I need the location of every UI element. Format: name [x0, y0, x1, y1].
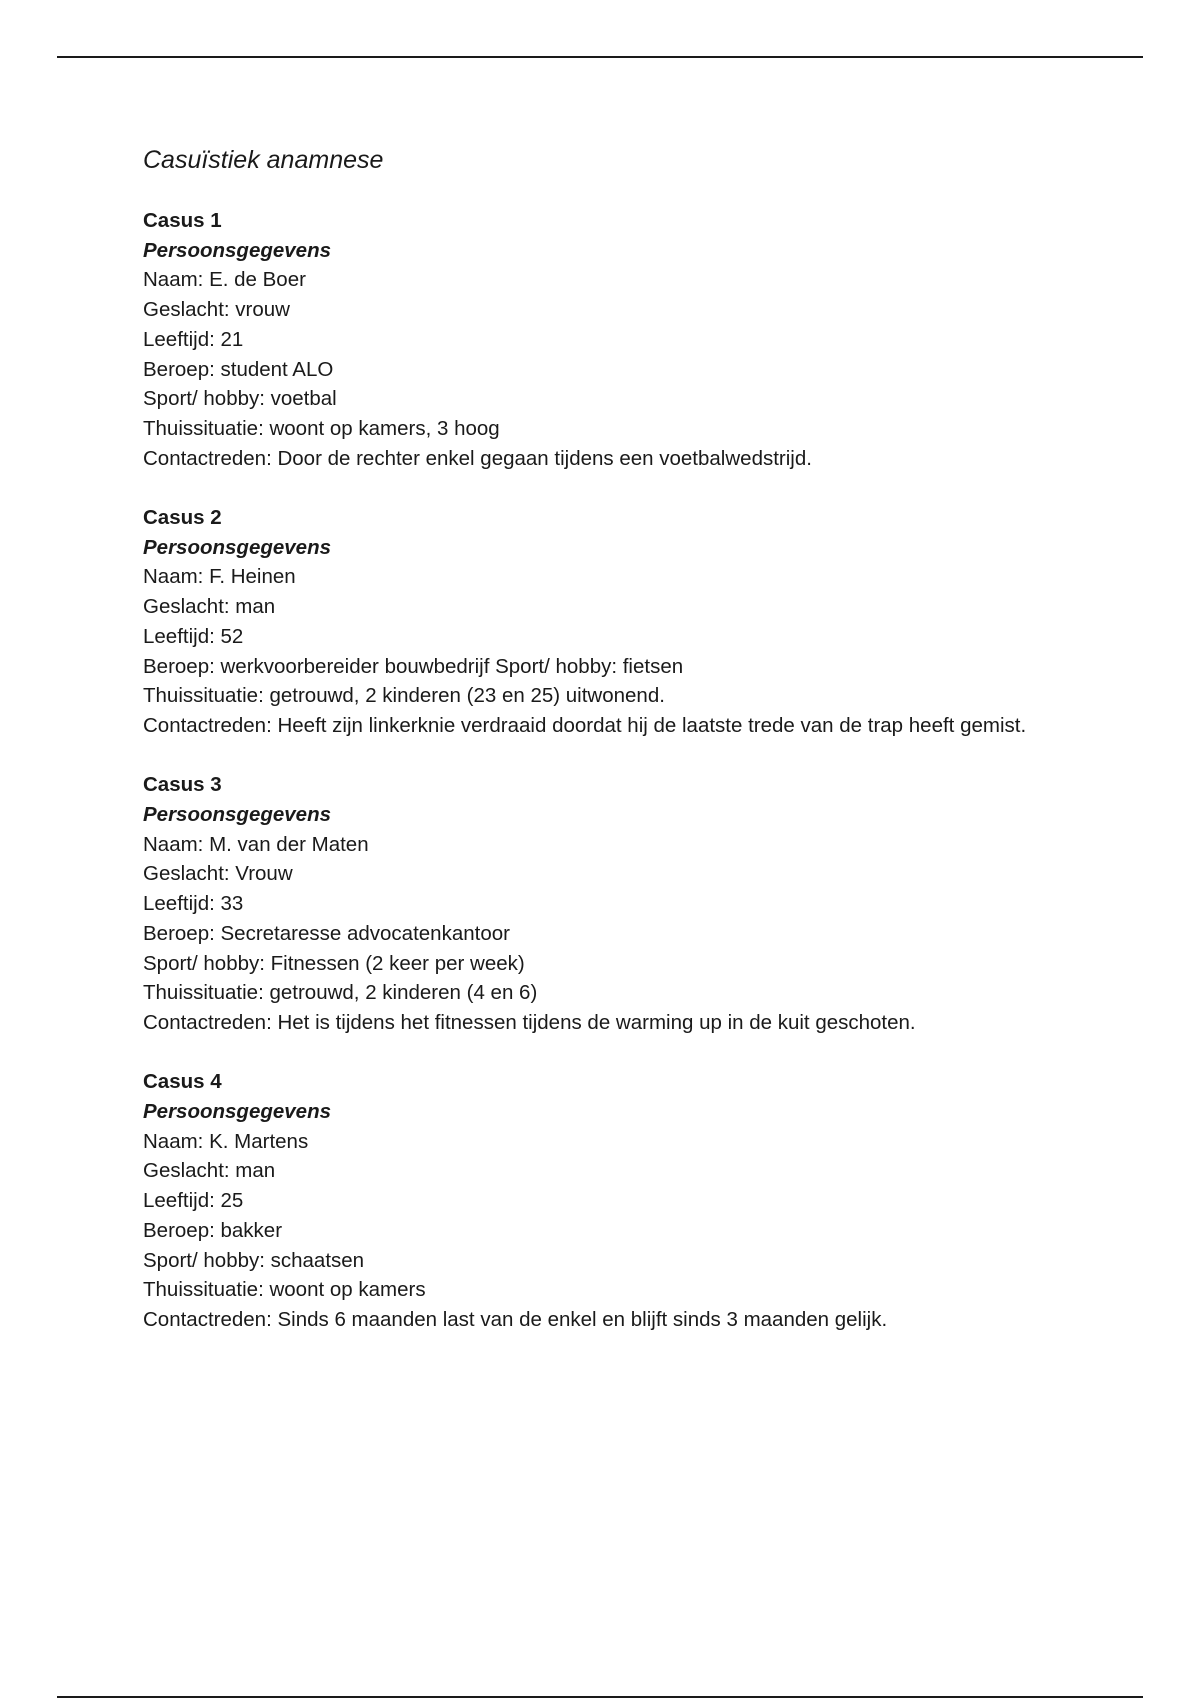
casus-section — [143, 503, 1083, 741]
field-leeftijd: Leeftijd: 25 — [143, 1189, 244, 1213]
field-beroep: Beroep: bakker — [143, 1218, 283, 1242]
field-beroep-sport-hobby: Beroep: werkvoorbereider bouwbedrijf Sport/ hobby: fietsen — [143, 654, 684, 678]
field-naam: Naam: M. van der Maten — [143, 832, 369, 856]
field-contactreden: Contactreden: Door de rechter enkel gegaan tijdens een voetbalwedstrijd. — [143, 446, 812, 470]
field-sport-hobby: Sport/ hobby: schaatsen — [143, 1248, 365, 1272]
field-leeftijd: Leeftijd: 21 — [143, 327, 244, 351]
field-sport-hobby: Sport/ hobby: voetbal — [143, 387, 337, 411]
casus-section — [143, 770, 1083, 1037]
casus-heading: Casus 2 — [143, 506, 222, 530]
field-sport-hobby: Sport/ hobby: Fitnessen (2 keer per week) — [143, 951, 525, 975]
field-geslacht: Geslacht: man — [143, 1159, 276, 1183]
field-naam: Naam: F. Heinen — [143, 565, 296, 589]
field-naam: Naam: K. Martens — [143, 1129, 309, 1153]
field-thuissituatie: Thuissituatie: getrouwd, 2 kinderen (4 en 6) — [143, 981, 538, 1005]
casus-subheading: Persoonsgegevens — [143, 535, 331, 559]
casus-section — [143, 1067, 1083, 1334]
field-geslacht: Geslacht: Vrouw — [143, 862, 293, 886]
field-leeftijd: Leeftijd: 33 — [143, 892, 244, 916]
field-contactreden: Contactreden: Het is tijdens het fitnessen tijdens de warming up in de kuit geschoten. — [143, 1010, 916, 1034]
field-thuissituatie: Thuissituatie: getrouwd, 2 kinderen (23 en 25) uitwonend. — [143, 684, 665, 708]
document-body — [143, 140, 1083, 1364]
field-contactreden: Contactreden: Heeft zijn linkerknie verdraaid doordat hij de laatste trede van de trap heeft gemist. — [143, 713, 1027, 737]
field-thuissituatie: Thuissituatie: woont op kamers — [143, 1278, 426, 1302]
bottom-divider — [57, 1696, 1143, 1698]
document-title: Casuïstiek anamnese — [143, 146, 384, 174]
field-geslacht: Geslacht: man — [143, 595, 276, 619]
field-beroep: Beroep: student ALO — [143, 357, 334, 381]
field-beroep: Beroep: Secretaresse advocatenkantoor — [143, 921, 510, 945]
field-contactreden: Contactreden: Sinds 6 maanden last van de enkel en blijft sinds 3 maanden gelijk. — [143, 1307, 888, 1331]
casus-section — [143, 206, 1083, 473]
top-divider — [57, 56, 1143, 58]
field-leeftijd: Leeftijd: 52 — [143, 624, 244, 648]
casus-heading: Casus 3 — [143, 773, 222, 797]
casus-subheading: Persoonsgegevens — [143, 1100, 331, 1124]
field-naam: Naam: E. de Boer — [143, 268, 306, 292]
casus-heading: Casus 1 — [143, 209, 222, 232]
casus-subheading: Persoonsgegevens — [143, 238, 331, 262]
field-geslacht: Geslacht: vrouw — [143, 298, 290, 322]
casus-subheading: Persoonsgegevens — [143, 803, 331, 827]
casus-heading: Casus 4 — [143, 1070, 222, 1094]
field-thuissituatie: Thuissituatie: woont op kamers, 3 hoog — [143, 416, 500, 440]
